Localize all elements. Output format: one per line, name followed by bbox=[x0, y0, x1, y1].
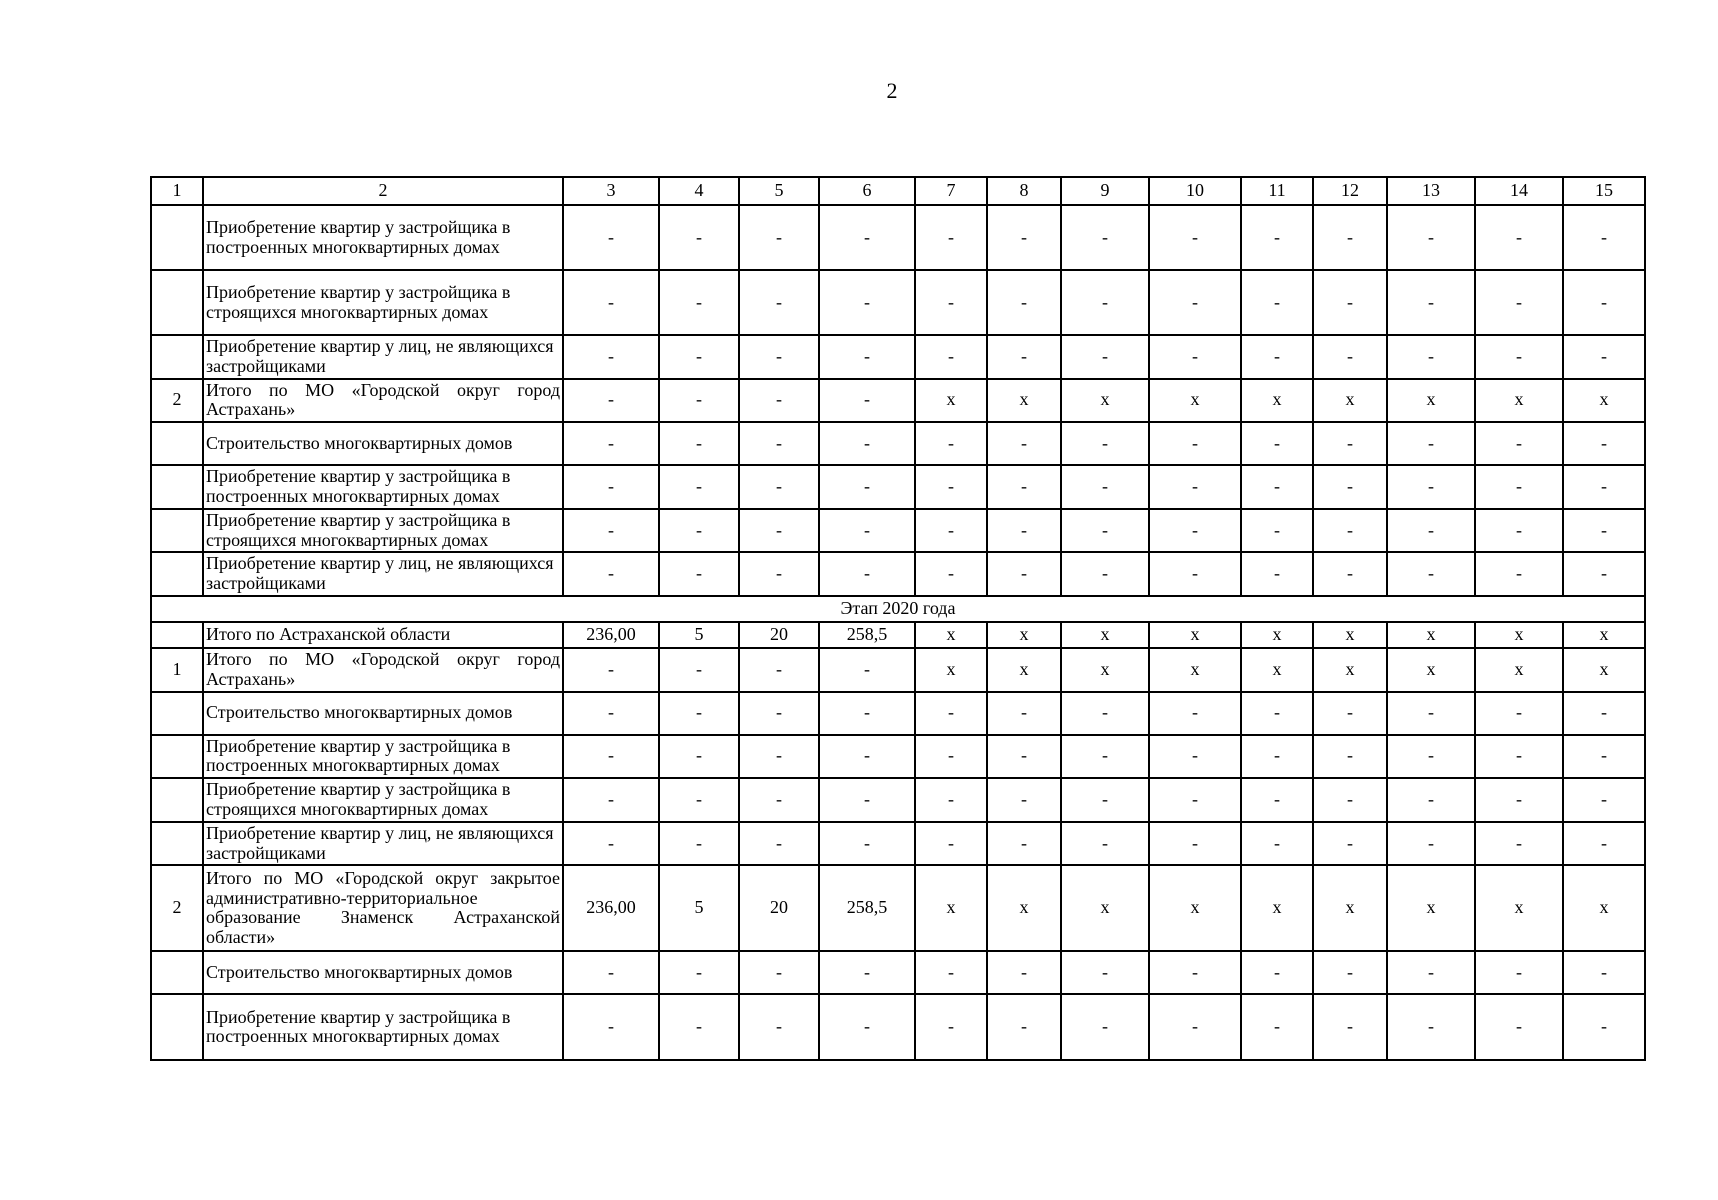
value-cell: 20 bbox=[739, 865, 819, 951]
value-cell: - bbox=[1313, 822, 1387, 866]
value-cell: - bbox=[819, 994, 915, 1060]
page-number: 2 bbox=[886, 78, 898, 103]
value-cell: - bbox=[1313, 335, 1387, 379]
value-cell: x bbox=[1061, 865, 1149, 951]
data-table bbox=[150, 176, 1646, 1061]
value-cell: 5 bbox=[659, 865, 739, 951]
value-cell: - bbox=[1149, 270, 1241, 335]
value-cell: - bbox=[987, 552, 1061, 596]
header-row bbox=[151, 177, 1645, 205]
value-cell: x bbox=[1313, 865, 1387, 951]
value-cell: - bbox=[739, 205, 819, 270]
value-cell: - bbox=[1387, 692, 1475, 735]
table-row bbox=[151, 622, 1645, 648]
value-cell: x bbox=[915, 622, 987, 648]
description-cell: Приобретение квартир у застройщика в построенных многоквартирных домах bbox=[203, 465, 563, 509]
value-cell: - bbox=[659, 648, 739, 692]
value-cell: x bbox=[1149, 865, 1241, 951]
column-header: 8 bbox=[987, 177, 1061, 205]
value-cell: - bbox=[915, 465, 987, 509]
value-cell: - bbox=[563, 822, 659, 866]
description-cell: Приобретение квартир у застройщика в построенных многоквартирных домах bbox=[203, 205, 563, 270]
column-header: 4 bbox=[659, 177, 739, 205]
value-cell: - bbox=[819, 735, 915, 779]
value-cell: - bbox=[819, 422, 915, 465]
value-cell: - bbox=[1313, 994, 1387, 1060]
value-cell: - bbox=[1061, 552, 1149, 596]
value-cell: - bbox=[659, 422, 739, 465]
value-cell: - bbox=[563, 509, 659, 553]
value-cell: - bbox=[1061, 335, 1149, 379]
table-row bbox=[151, 865, 1645, 951]
value-cell: - bbox=[819, 335, 915, 379]
value-cell: - bbox=[1475, 692, 1563, 735]
value-cell: - bbox=[739, 270, 819, 335]
row-number-cell: 2 bbox=[151, 379, 203, 423]
value-cell: - bbox=[1563, 465, 1645, 509]
value-cell: x bbox=[1241, 622, 1313, 648]
value-cell: - bbox=[1387, 552, 1475, 596]
value-cell: - bbox=[915, 335, 987, 379]
value-cell: - bbox=[819, 552, 915, 596]
value-cell: - bbox=[1149, 822, 1241, 866]
value-cell: - bbox=[739, 335, 819, 379]
value-cell: - bbox=[1061, 465, 1149, 509]
value-cell: - bbox=[1563, 335, 1645, 379]
value-cell: - bbox=[1149, 465, 1241, 509]
value-cell: 236,00 bbox=[563, 622, 659, 648]
table-row bbox=[151, 735, 1645, 779]
table-row bbox=[151, 778, 1645, 822]
value-cell: - bbox=[563, 379, 659, 423]
value-cell: - bbox=[915, 994, 987, 1060]
value-cell: 258,5 bbox=[819, 622, 915, 648]
table-header bbox=[151, 177, 1645, 205]
value-cell: - bbox=[1313, 692, 1387, 735]
value-cell: - bbox=[1149, 778, 1241, 822]
row-number-cell bbox=[151, 994, 203, 1060]
value-cell: - bbox=[1241, 335, 1313, 379]
value-cell: x bbox=[1563, 622, 1645, 648]
value-cell: - bbox=[563, 994, 659, 1060]
value-cell: x bbox=[1061, 622, 1149, 648]
value-cell: 236,00 bbox=[563, 865, 659, 951]
value-cell: - bbox=[987, 422, 1061, 465]
value-cell: - bbox=[819, 778, 915, 822]
value-cell: - bbox=[1563, 205, 1645, 270]
value-cell: - bbox=[739, 648, 819, 692]
value-cell: 5 bbox=[659, 622, 739, 648]
value-cell: - bbox=[1387, 465, 1475, 509]
value-cell: - bbox=[563, 270, 659, 335]
value-cell: - bbox=[915, 205, 987, 270]
value-cell: - bbox=[1149, 735, 1241, 779]
value-cell: x bbox=[1387, 379, 1475, 423]
value-cell: - bbox=[1387, 951, 1475, 994]
value-cell: - bbox=[659, 692, 739, 735]
value-cell: - bbox=[819, 822, 915, 866]
value-cell: - bbox=[1149, 951, 1241, 994]
table-body bbox=[151, 205, 1645, 1060]
value-cell: - bbox=[987, 692, 1061, 735]
value-cell: x bbox=[1313, 379, 1387, 423]
value-cell: - bbox=[1563, 509, 1645, 553]
value-cell: - bbox=[1387, 735, 1475, 779]
value-cell: - bbox=[1563, 270, 1645, 335]
value-cell: - bbox=[1563, 951, 1645, 994]
value-cell: - bbox=[1387, 778, 1475, 822]
value-cell: x bbox=[1475, 379, 1563, 423]
value-cell: - bbox=[1475, 735, 1563, 779]
value-cell: - bbox=[1241, 822, 1313, 866]
value-cell: - bbox=[563, 951, 659, 994]
table-row bbox=[151, 994, 1645, 1060]
value-cell: x bbox=[1475, 648, 1563, 692]
value-cell: - bbox=[1563, 994, 1645, 1060]
column-header: 14 bbox=[1475, 177, 1563, 205]
value-cell: - bbox=[659, 205, 739, 270]
value-cell: - bbox=[1475, 778, 1563, 822]
value-cell: x bbox=[987, 648, 1061, 692]
value-cell: - bbox=[819, 270, 915, 335]
value-cell: - bbox=[1475, 552, 1563, 596]
value-cell: - bbox=[1061, 422, 1149, 465]
value-cell: - bbox=[739, 422, 819, 465]
value-cell: - bbox=[819, 951, 915, 994]
row-number-cell: 2 bbox=[151, 865, 203, 951]
table-row bbox=[151, 692, 1645, 735]
value-cell: - bbox=[1387, 205, 1475, 270]
value-cell: x bbox=[1563, 379, 1645, 423]
row-number-cell bbox=[151, 509, 203, 553]
value-cell: - bbox=[739, 951, 819, 994]
value-cell: - bbox=[1313, 205, 1387, 270]
value-cell: x bbox=[1061, 379, 1149, 423]
value-cell: - bbox=[563, 465, 659, 509]
description-cell: Строительство многоквартирных домов bbox=[203, 951, 563, 994]
value-cell: - bbox=[987, 205, 1061, 270]
row-number-cell bbox=[151, 735, 203, 779]
value-cell: - bbox=[1061, 692, 1149, 735]
value-cell: - bbox=[659, 951, 739, 994]
value-cell: - bbox=[739, 465, 819, 509]
value-cell: - bbox=[915, 422, 987, 465]
value-cell: - bbox=[1563, 422, 1645, 465]
value-cell: - bbox=[915, 270, 987, 335]
value-cell: - bbox=[1387, 509, 1475, 553]
row-number-cell bbox=[151, 205, 203, 270]
stage-label: Этап 2020 года bbox=[151, 596, 1645, 622]
description-cell: Приобретение квартир у лиц, не являющихся застройщиками bbox=[203, 822, 563, 866]
value-cell: - bbox=[1475, 205, 1563, 270]
value-cell: - bbox=[1149, 205, 1241, 270]
value-cell: - bbox=[659, 822, 739, 866]
value-cell: x bbox=[987, 622, 1061, 648]
value-cell: - bbox=[915, 692, 987, 735]
value-cell: - bbox=[1387, 422, 1475, 465]
value-cell: - bbox=[659, 735, 739, 779]
value-cell: x bbox=[987, 865, 1061, 951]
value-cell: - bbox=[1313, 465, 1387, 509]
column-header: 2 bbox=[203, 177, 563, 205]
value-cell: - bbox=[659, 552, 739, 596]
description-cell: Итого по Астраханской области bbox=[203, 622, 563, 648]
value-cell: - bbox=[915, 552, 987, 596]
description-cell: Итого по МО «Городской округ закрытое административно-территориальное образование Знаменск Астраханской области» bbox=[203, 865, 563, 951]
value-cell: - bbox=[1061, 735, 1149, 779]
value-cell: - bbox=[739, 735, 819, 779]
value-cell: - bbox=[1241, 465, 1313, 509]
value-cell: - bbox=[563, 205, 659, 270]
value-cell: - bbox=[819, 648, 915, 692]
value-cell: x bbox=[1475, 622, 1563, 648]
description-cell: Приобретение квартир у застройщика в строящихся многоквартирных домах bbox=[203, 509, 563, 553]
table-row bbox=[151, 552, 1645, 596]
value-cell: - bbox=[1475, 270, 1563, 335]
table-row bbox=[151, 335, 1645, 379]
value-cell: - bbox=[1149, 422, 1241, 465]
value-cell: x bbox=[1149, 648, 1241, 692]
column-header: 15 bbox=[1563, 177, 1645, 205]
value-cell: - bbox=[739, 552, 819, 596]
row-number-cell bbox=[151, 465, 203, 509]
description-cell: Приобретение квартир у лиц, не являющихся застройщиками bbox=[203, 552, 563, 596]
value-cell: - bbox=[659, 270, 739, 335]
value-cell: - bbox=[1241, 692, 1313, 735]
value-cell: - bbox=[1241, 994, 1313, 1060]
value-cell: - bbox=[739, 822, 819, 866]
description-cell: Итого по МО «Городской округ город Астрахань» bbox=[203, 648, 563, 692]
value-cell: - bbox=[1313, 735, 1387, 779]
description-cell: Приобретение квартир у застройщика в построенных многоквартирных домах bbox=[203, 994, 563, 1060]
description-cell: Строительство многоквартирных домов bbox=[203, 692, 563, 735]
column-header: 13 bbox=[1387, 177, 1475, 205]
value-cell: x bbox=[915, 865, 987, 951]
value-cell: - bbox=[1563, 692, 1645, 735]
value-cell: - bbox=[987, 735, 1061, 779]
value-cell: x bbox=[915, 379, 987, 423]
value-cell: - bbox=[563, 692, 659, 735]
table-row bbox=[151, 379, 1645, 423]
description-cell: Приобретение квартир у лиц, не являющихся застройщиками bbox=[203, 335, 563, 379]
value-cell: - bbox=[915, 951, 987, 994]
value-cell: 258,5 bbox=[819, 865, 915, 951]
value-cell: - bbox=[1241, 735, 1313, 779]
value-cell: - bbox=[1313, 552, 1387, 596]
value-cell: - bbox=[659, 994, 739, 1060]
description-cell: Приобретение квартир у застройщика в строящихся многоквартирных домах bbox=[203, 778, 563, 822]
value-cell: - bbox=[1387, 994, 1475, 1060]
description-cell: Итого по МО «Городской округ город Астрахань» bbox=[203, 379, 563, 423]
value-cell: - bbox=[915, 735, 987, 779]
value-cell: - bbox=[1563, 778, 1645, 822]
value-cell: - bbox=[1061, 205, 1149, 270]
row-number-cell: 1 bbox=[151, 648, 203, 692]
value-cell: x bbox=[1563, 865, 1645, 951]
value-cell: - bbox=[1313, 422, 1387, 465]
value-cell: x bbox=[1313, 648, 1387, 692]
value-cell: x bbox=[1313, 622, 1387, 648]
value-cell: - bbox=[1387, 822, 1475, 866]
value-cell: x bbox=[987, 379, 1061, 423]
column-header: 9 bbox=[1061, 177, 1149, 205]
value-cell: - bbox=[915, 822, 987, 866]
value-cell: x bbox=[1241, 865, 1313, 951]
value-cell: - bbox=[819, 692, 915, 735]
row-number-cell bbox=[151, 692, 203, 735]
value-cell: - bbox=[1313, 509, 1387, 553]
value-cell: - bbox=[1061, 951, 1149, 994]
value-cell: - bbox=[819, 465, 915, 509]
value-cell: - bbox=[987, 335, 1061, 379]
value-cell: - bbox=[819, 379, 915, 423]
value-cell: - bbox=[1475, 509, 1563, 553]
value-cell: - bbox=[1241, 778, 1313, 822]
row-number-cell bbox=[151, 335, 203, 379]
row-number-cell bbox=[151, 552, 203, 596]
value-cell: - bbox=[1061, 778, 1149, 822]
description-cell: Приобретение квартир у застройщика в построенных многоквартирных домах bbox=[203, 735, 563, 779]
value-cell: - bbox=[987, 822, 1061, 866]
value-cell: - bbox=[1061, 822, 1149, 866]
row-number-cell bbox=[151, 622, 203, 648]
value-cell: - bbox=[1149, 552, 1241, 596]
value-cell: - bbox=[987, 509, 1061, 553]
value-cell: x bbox=[1149, 622, 1241, 648]
value-cell: - bbox=[987, 778, 1061, 822]
value-cell: - bbox=[1387, 270, 1475, 335]
table-row bbox=[151, 509, 1645, 553]
value-cell: - bbox=[819, 509, 915, 553]
value-cell: - bbox=[987, 951, 1061, 994]
description-cell: Приобретение квартир у застройщика в строящихся многоквартирных домах bbox=[203, 270, 563, 335]
value-cell: - bbox=[1149, 994, 1241, 1060]
row-number-cell bbox=[151, 270, 203, 335]
value-cell: x bbox=[1475, 865, 1563, 951]
value-cell: x bbox=[1241, 648, 1313, 692]
value-cell: - bbox=[739, 379, 819, 423]
value-cell: - bbox=[563, 552, 659, 596]
value-cell: x bbox=[915, 648, 987, 692]
value-cell: - bbox=[659, 509, 739, 553]
column-header: 11 bbox=[1241, 177, 1313, 205]
column-header: 3 bbox=[563, 177, 659, 205]
column-header: 12 bbox=[1313, 177, 1387, 205]
value-cell: - bbox=[1563, 735, 1645, 779]
value-cell: - bbox=[1061, 509, 1149, 553]
value-cell: - bbox=[819, 205, 915, 270]
value-cell: - bbox=[1149, 692, 1241, 735]
value-cell: - bbox=[1061, 270, 1149, 335]
value-cell: - bbox=[1313, 778, 1387, 822]
value-cell: - bbox=[659, 379, 739, 423]
value-cell: x bbox=[1149, 379, 1241, 423]
value-cell: - bbox=[1149, 509, 1241, 553]
value-cell: 20 bbox=[739, 622, 819, 648]
value-cell: - bbox=[1313, 951, 1387, 994]
value-cell: - bbox=[1241, 270, 1313, 335]
value-cell: - bbox=[915, 778, 987, 822]
value-cell: - bbox=[659, 335, 739, 379]
column-header: 6 bbox=[819, 177, 915, 205]
value-cell: - bbox=[1149, 335, 1241, 379]
value-cell: - bbox=[1475, 822, 1563, 866]
value-cell: - bbox=[915, 509, 987, 553]
value-cell: - bbox=[987, 270, 1061, 335]
value-cell: - bbox=[659, 465, 739, 509]
value-cell: - bbox=[659, 778, 739, 822]
row-number-cell bbox=[151, 778, 203, 822]
table-row bbox=[151, 465, 1645, 509]
value-cell: - bbox=[563, 778, 659, 822]
value-cell: - bbox=[1241, 205, 1313, 270]
value-cell: - bbox=[987, 994, 1061, 1060]
value-cell: - bbox=[987, 465, 1061, 509]
row-number-cell bbox=[151, 822, 203, 866]
description-cell: Строительство многоквартирных домов bbox=[203, 422, 563, 465]
value-cell: - bbox=[1475, 994, 1563, 1060]
value-cell: - bbox=[563, 422, 659, 465]
row-number-cell bbox=[151, 951, 203, 994]
value-cell: x bbox=[1061, 648, 1149, 692]
value-cell: - bbox=[1563, 822, 1645, 866]
value-cell: x bbox=[1387, 622, 1475, 648]
value-cell: - bbox=[1387, 335, 1475, 379]
value-cell: - bbox=[1241, 422, 1313, 465]
value-cell: - bbox=[1313, 270, 1387, 335]
value-cell: - bbox=[1061, 994, 1149, 1060]
value-cell: - bbox=[563, 648, 659, 692]
value-cell: - bbox=[1241, 951, 1313, 994]
value-cell: - bbox=[563, 735, 659, 779]
column-header: 7 bbox=[915, 177, 987, 205]
value-cell: - bbox=[739, 778, 819, 822]
value-cell: - bbox=[739, 994, 819, 1060]
value-cell: x bbox=[1241, 379, 1313, 423]
value-cell: - bbox=[739, 509, 819, 553]
value-cell: x bbox=[1387, 648, 1475, 692]
value-cell: - bbox=[1475, 465, 1563, 509]
value-cell: - bbox=[1241, 552, 1313, 596]
table-row bbox=[151, 422, 1645, 465]
row-number-cell bbox=[151, 422, 203, 465]
column-header: 1 bbox=[151, 177, 203, 205]
table-row bbox=[151, 205, 1645, 270]
value-cell: - bbox=[1475, 335, 1563, 379]
stage-row bbox=[151, 596, 1645, 622]
value-cell: - bbox=[1563, 552, 1645, 596]
value-cell: - bbox=[739, 692, 819, 735]
value-cell: x bbox=[1563, 648, 1645, 692]
table-row bbox=[151, 270, 1645, 335]
value-cell: - bbox=[1241, 509, 1313, 553]
column-header: 5 bbox=[739, 177, 819, 205]
table-row bbox=[151, 951, 1645, 994]
column-header: 10 bbox=[1149, 177, 1241, 205]
table-row bbox=[151, 822, 1645, 866]
table-row bbox=[151, 648, 1645, 692]
value-cell: x bbox=[1387, 865, 1475, 951]
value-cell: - bbox=[1475, 422, 1563, 465]
value-cell: - bbox=[1475, 951, 1563, 994]
value-cell: - bbox=[563, 335, 659, 379]
